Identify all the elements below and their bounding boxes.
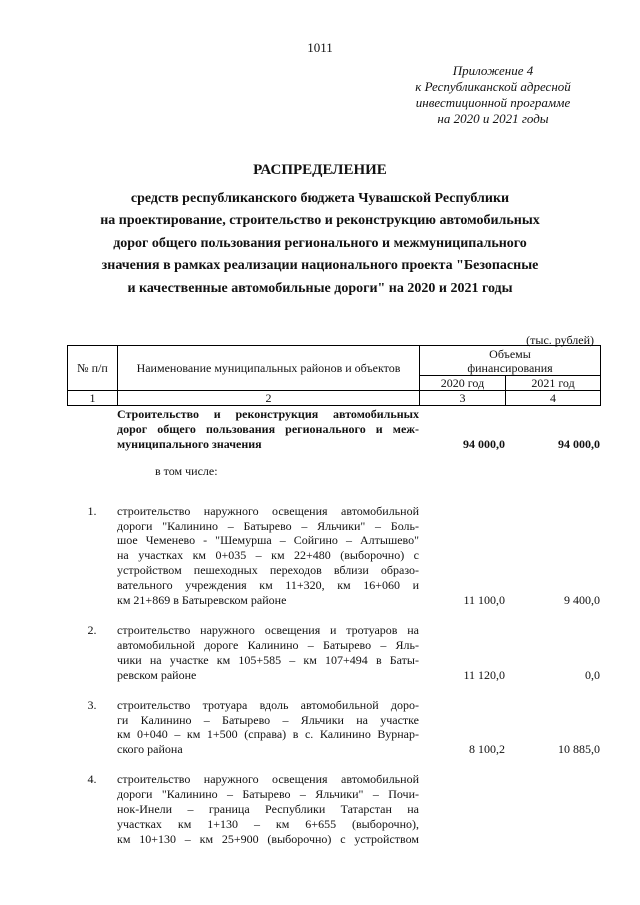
row-text-line: дороги "Калинино – Батырево – Яльчики" – Почи- (117, 787, 419, 802)
table-row (67, 623, 600, 683)
header-volumes: Объемы финансирования (420, 346, 601, 376)
units-label: (тыс. рублей) (526, 333, 594, 347)
row-value-2020: 11 100,0 (463, 592, 505, 607)
row-number: 4. (87, 772, 97, 787)
row-text-line: ревском районе (117, 667, 197, 682)
row-value-2020: 94 000,0 (463, 436, 505, 451)
row-value-2020 (419, 772, 505, 847)
column-index: 3 (420, 391, 506, 406)
table-row-total (67, 407, 600, 452)
page-number: 1011 (307, 40, 333, 55)
row-text-line: км 10+130 – км 25+900 (выборочно) с устройством (117, 831, 419, 846)
row-number: 1. (87, 503, 97, 518)
row-value-2021: 10 885,0 (558, 742, 600, 757)
subtitle-line: и качественные автомобильные дороги" на 2020 и 2021 годы (127, 280, 513, 296)
column-index: 2 (118, 391, 420, 406)
header-2021: 2021 год (506, 376, 601, 391)
row-text-line: чики на участке км 105+585 – км 107+494 в Баты- (117, 652, 419, 667)
row-number: 2. (87, 622, 97, 637)
row-text-line: строительство тротуара вдоль автомобильной доро- (117, 697, 419, 712)
row-text-line: Строительство и реконструкция автомобильных (117, 407, 419, 421)
row-value-2020: 8 100,2 (469, 742, 505, 757)
document-title: РАСПРЕДЕЛЕНИЕ (253, 162, 387, 178)
row-name (117, 407, 419, 452)
row-text-line: устройством пешеходных переходов вблизи образо- (117, 563, 419, 578)
table-row (67, 504, 600, 608)
column-index: 1 (68, 391, 118, 406)
row-number (67, 407, 117, 452)
appendix-line: инвестиционной программе (415, 95, 571, 110)
table-row (67, 698, 600, 758)
header-number: № п/п (68, 346, 118, 391)
row-text-line: ги Калинино – Батырево – Яльчики на участке (117, 712, 419, 727)
row-value-2021: 94 000,0 (558, 436, 600, 451)
document-subtitle (90, 188, 550, 300)
row-text-line: участках км 1+130 – км 6+655 (выборочно), (117, 816, 419, 831)
row-text-line: дорог общего пользования регионального и меж- (117, 421, 419, 436)
table-body (67, 407, 600, 847)
subtitle-line: значения в рамках реализации национального проекта "Безопасные (101, 258, 539, 274)
row-value-2021: 9 400,0 (564, 592, 600, 607)
row-number: 3. (87, 697, 97, 712)
row-text-line: на участках км 0+035 – км 22+480 (выборочно) с (117, 548, 419, 563)
header-name: Наименование муниципальных районов и объектов (118, 346, 420, 391)
row-name (117, 504, 419, 608)
row-text-line: муниципального значения (117, 436, 262, 451)
table-header (67, 345, 601, 406)
row-name (117, 772, 419, 847)
row-name (117, 698, 419, 758)
subtitle-line: на проектирование, строительство и реконструкцию автомобильных (100, 213, 540, 229)
row-text-line: дороги "Калинино – Батырево – Яльчики" – Боль- (117, 518, 419, 533)
row-text-line: строительство наружного освещения автомобильной (117, 772, 419, 787)
row-value-2021: 0,0 (585, 667, 600, 682)
row-value-2020: 11 120,0 (463, 667, 505, 682)
row-text-line: автомобильной дороге Калинино – Батырево – Яль- (117, 637, 419, 652)
subtitle-line: средств республиканского бюджета Чувашской Республики (130, 191, 510, 206)
appendix-line: к Республиканской адресной (415, 79, 571, 94)
row-text-line: нок-Инели – граница Республики Татарстан на (117, 802, 419, 817)
row-text-line: км 21+869 в Батыревском районе (117, 593, 287, 608)
row-text-line: ского района (117, 742, 183, 757)
table-row (67, 772, 600, 847)
subtitle-line: дорог общего пользования регионального и межмуниципального (113, 235, 527, 251)
row-text-line: строительство наружного освещения и тротуаров на (117, 622, 419, 637)
table-row-including (67, 464, 600, 479)
header-2020: 2020 год (420, 376, 506, 391)
appendix-line: на 2020 и 2021 годы (437, 111, 549, 126)
appendix-note (393, 63, 593, 127)
row-value-2021 (505, 772, 600, 847)
row-text-line: км 0+040 – км 1+500 (справа) в с. Калинино Вурнар- (117, 727, 419, 742)
column-index: 4 (506, 391, 601, 406)
appendix-line: Приложение 4 (452, 63, 534, 78)
row-text-line: вательного учреждения км 11+320, км 16+060 и (117, 578, 419, 593)
row-text-line: шое Чеменево - "Шемурша – Сойгино – Алтышево" (117, 533, 419, 548)
row-text-line: строительство наружного освещения автомобильной (117, 503, 419, 518)
row-name (117, 623, 419, 683)
including-label: в том числе: (155, 463, 218, 478)
